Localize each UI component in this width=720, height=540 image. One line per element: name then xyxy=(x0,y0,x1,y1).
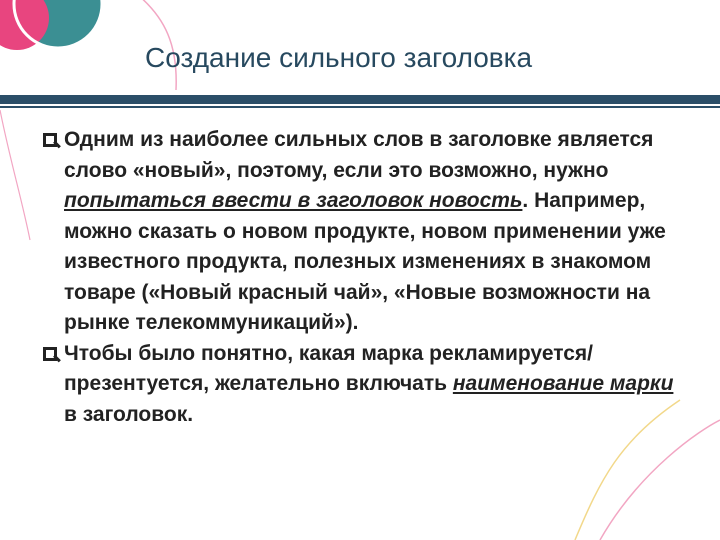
pink-arc-left-decoration xyxy=(0,110,30,240)
slide-body xyxy=(42,125,682,430)
bullet-text-part: в заголовок. xyxy=(64,402,194,426)
pink-circle-decoration xyxy=(0,0,49,50)
title-rule-thick xyxy=(0,95,720,104)
white-ring-decoration xyxy=(14,0,102,48)
bullet-text-part: . Например, можно сказать о новом продукте, новом применении уже известного продукта, полезных изменениях в знакомом товаре («Новый красный чай», «Новые возможности на рынке телекоммуникаций»). xyxy=(64,189,666,334)
pink-arc-right-decoration xyxy=(600,420,720,540)
bullet-text-part: Одним из наиболее сильных слов в заголовке является слово «новый», поэтому, если это возможно, нужно xyxy=(64,128,654,182)
bullet-paragraph xyxy=(42,125,682,339)
bullet-text-part: Чтобы было понятно, какая марка рекламируется/презентуется, желательно включать xyxy=(64,341,593,395)
bullet-emphasis: наименование марки xyxy=(452,372,674,395)
bullet-emphasis: попытаться ввести в заголовок новость xyxy=(64,189,523,212)
teal-circle-decoration xyxy=(14,0,102,48)
bullet-paragraph xyxy=(42,339,682,431)
title-rule-thin xyxy=(0,106,720,108)
slide-title: Создание сильного заголовка xyxy=(145,42,533,73)
